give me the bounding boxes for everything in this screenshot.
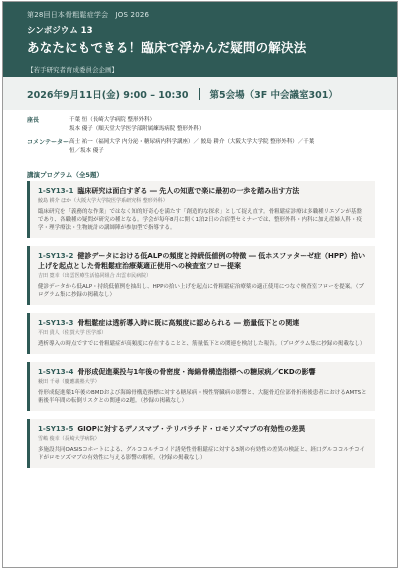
talk-card: [27, 362, 375, 411]
talk-author: 雪嶋 俊幸（長崎大学病院）: [38, 436, 100, 442]
talk-code: 1-SY13-5: [38, 425, 74, 433]
talk-description: 臨床研究を「義務的な作業」ではなく知的好奇心を満たす「創造的な探求」として捉え直す。骨粗鬆症診療は多職種リエゾンが基盤であり、各職種の疑問が研究の種となる。学会が毎年8月に開く1泊2日の合宿型セミナーでは、整形外科・内科に加え産婦人科・疫学・理学療法・生物統計の講師陣が参加型で指導する。: [38, 209, 363, 231]
talk-description: 骨形成促進薬1年後のBMDおよび海綿骨構造指標に対する糖尿病・慢性腎臓病の影響と、大腿骨近位部骨折術後患者におけるAMTSと術後半年間の転倒リスクとの関連の2題。（抄録の掲載なし）: [38, 390, 367, 404]
talk-title: 健診データにおける低ALPの頻度と持続低値例の特徴 ― 低ホスファターゼ症（HPP）拾い上げを起点とした骨粗鬆症治療薬適正使用への検査室フロー提案: [38, 252, 366, 270]
session-title: あなたにもできる！臨床で浮かんだ疑問の解決法: [27, 40, 307, 55]
session-date: 2026年9月11日(金) 9:00 – 10:30: [27, 90, 189, 101]
talk-author: 平田 貴人（佐賀大学 医学部）: [38, 330, 107, 336]
symposium-number: シンポジウム 13: [27, 26, 93, 36]
commentator-2: 恒／坂本 優子: [69, 148, 104, 154]
talk-card: [27, 181, 375, 238]
talk-list: [27, 181, 375, 476]
chair-2: 坂本 優子（順天堂大学医学部附属練馬病院 整形外科）: [69, 126, 205, 132]
session-header: [3, 2, 397, 77]
talk-title: 骨形成促進薬投与1年後の骨密度・海綿骨構造指標への糖尿病／CKDの影響: [77, 368, 316, 376]
talk-title: 骨粗鬆症は透析導入時に既に高頻度に認められる ― 筋量低下との関連: [77, 319, 300, 327]
program-page: [2, 1, 398, 568]
talk-description: 健診データから低ALP・持続低値例を抽出し、HPPの拾い上げを起点に骨粗鬆症治療薬の適正使用につなぐ検査室フローを提案。（プログラム集に抄録の掲載なし）: [38, 284, 365, 298]
chair-label: 座長: [27, 117, 40, 124]
commentator-row: [27, 138, 377, 156]
commentator-1: 高士 祐一（福岡大学 内分泌・糖尿病内科学講座）／ 鮫島 耕介（大阪大学大学院 整形外科）／千葉: [69, 139, 315, 145]
talk-title: 臨床研究は面白すぎる ― 先人の知恵で楽に最初の一歩を踏み出す方法: [77, 187, 300, 195]
session-info-bar: [3, 77, 397, 110]
session-roles: [27, 116, 377, 156]
chair-1: 千葉 恒（長崎大学病院 整形外科）: [69, 117, 155, 123]
commentator-label: コメンテーター: [27, 139, 70, 146]
talk-title: GIOPに対するデノスマブ・テリパラチド・ロモソズマブの有効性の差異: [77, 425, 306, 433]
talk-card: [27, 419, 375, 468]
info-divider: [199, 88, 200, 100]
talk-code: 1-SY13-1: [38, 187, 74, 195]
talk-card: [27, 313, 375, 354]
talk-author: 薮田 千尋（慶應義塾大学）: [38, 379, 100, 385]
session-venue: 第5会場（3F 中会議室301）: [209, 90, 338, 101]
talk-code: 1-SY13-2: [38, 252, 74, 260]
talk-code: 1-SY13-3: [38, 319, 74, 327]
talk-card: [27, 246, 375, 305]
talk-description: 透析導入の時点ですでに骨粗鬆症が高頻度に存在することと、筋量低下との関連を検討した報告。（プログラム集に抄録の掲載なし）: [38, 341, 366, 347]
program-title: 講演プログラム（全5題）: [27, 171, 103, 179]
planning-committee: 【若手研究者育成委員会企画】: [27, 66, 118, 74]
talk-code: 1-SY13-4: [38, 368, 74, 376]
conference-name: 第28回日本骨粗鬆症学会 JOS 2026: [27, 11, 150, 19]
chair-row: [27, 116, 377, 134]
talk-description: 多施設共同OASISコホートによる、グルココルチコイド誘発性骨粗鬆症に対する3剤の有効性の差異の検証と、経口グルココルチコイドがロモソズマブの有効性に与える影響の解析。（抄録の掲載なし）: [38, 447, 366, 461]
talk-author: 吉田 寛幸（出雲医療生活協同組合 出雲市民病院）: [38, 273, 152, 279]
talk-author: 鮫島 耕介 ほか（大阪大学大学院医学系研究科 整形外科）: [38, 198, 168, 204]
